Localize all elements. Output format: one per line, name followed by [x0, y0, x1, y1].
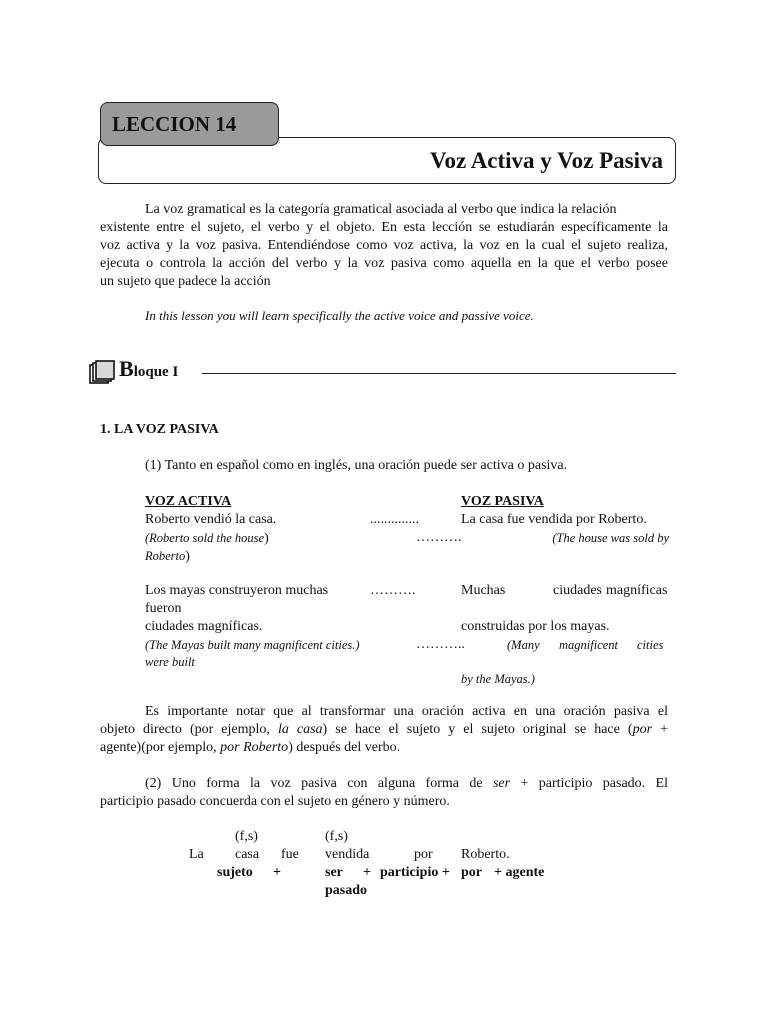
table-label-ser: ser [325, 865, 343, 880]
table-label-sujeto: sujeto [217, 865, 253, 880]
bloque-divider [202, 373, 676, 374]
ex2-passive-en-2: by the Mayas.) [461, 672, 535, 686]
table-label-participio: participio + [380, 865, 450, 880]
intro-english: In this lesson you will learn specifically the active voice and passive voice. [145, 308, 534, 323]
ex2-active-2: fueron [145, 601, 182, 616]
ex2-dots: ………. [370, 583, 416, 598]
ex1-active: Roberto vendió la casa. [145, 512, 277, 527]
table-label-plus-2: + [363, 865, 371, 880]
ex2-passive-1a: Muchas [461, 583, 506, 598]
point-2-line-1: (2) Uno forma la voz pasiva con alguna forma de ser + participio pasado. El [145, 776, 668, 791]
table-word-casa: casa [235, 847, 260, 862]
ex2-active-3: ciudades magníficas. [145, 619, 263, 634]
ex1-passive: La casa fue vendida por Roberto. [461, 512, 647, 527]
ex2-passive-en-1b: magnificent [559, 638, 619, 652]
ex2-passive-en-1a: (Many [507, 638, 540, 652]
point-2-line-2: participio pasado concuerda con el sujeto en género y número. [100, 794, 450, 809]
table-fs-2: (f,s) [325, 829, 348, 844]
lesson-title: Voz Activa y Voz Pasiva [430, 148, 663, 173]
bloque-initial: B [119, 356, 134, 381]
table-word-por: por [414, 847, 433, 862]
col-active-header: VOZ ACTIVA [145, 494, 232, 509]
intro-line-4: ejecuta o controla la acción del verbo y la voz pasiva como aquella en la que el verbo posee [100, 256, 668, 271]
table-word-roberto: Roberto. [461, 847, 510, 862]
ex1-active-en: (Roberto sold the house) [145, 531, 269, 546]
intro-line-1: La voz gramatical es la categoría gramatical asociada al verbo que indica la relación [145, 202, 617, 217]
note-line-2: objeto directo (por ejemplo, la casa) se hace el sujeto y el sujeto original se hace (por + [100, 722, 668, 737]
ex1-dots-en: ………. [416, 530, 462, 545]
ex1-dots: .............. [370, 512, 419, 527]
ex2-dots-en: ……….. [416, 637, 465, 652]
table-label-plus-1: + [273, 865, 281, 880]
table-label-agente: + agente [494, 865, 545, 880]
table-label-por: por [461, 865, 482, 880]
note-line-3: agente)(por ejemplo, por Roberto) después del verbo. [100, 740, 401, 755]
table-fs-1: (f,s) [235, 829, 258, 844]
book-icon [89, 360, 115, 386]
ex1-active-en-cont: Roberto) [145, 549, 190, 564]
col-passive-header: VOZ PASIVA [461, 494, 544, 509]
bloque-rest: loque I [133, 364, 179, 380]
table-label-pasado: pasado [325, 883, 368, 898]
lesson-number: LECCION 14 [112, 112, 237, 136]
ex1-passive-en: (The house was sold by [552, 531, 669, 545]
section-heading: 1. LA VOZ PASIVA [100, 422, 219, 437]
bloque-heading [119, 356, 179, 382]
ex2-active-en-2: were built [145, 655, 195, 669]
point-1: (1) Tanto en español como en inglés, una oración puede ser activa o pasiva. [145, 458, 568, 473]
note-line-1: Es importante notar que al transformar una oración activa en una oración pasiva el [145, 704, 668, 719]
intro-line-3: voz activa y la voz pasiva. Entendiéndose como voz activa, la voz en la cual el sujeto realiza, [100, 238, 668, 253]
intro-line-5: un sujeto que padece la acción [100, 274, 271, 289]
ex2-active-1: Los mayas construyeron muchas [145, 583, 329, 598]
table-word-fue: fue [281, 847, 299, 862]
intro-line-2: existente entre el sujeto, el verbo y el objeto. En esta lección se estudiarán específicamente la [100, 220, 668, 235]
ex2-passive-1c: magníficas [606, 583, 668, 598]
lesson-number-tab [100, 102, 279, 146]
table-word-vendida: vendida [325, 847, 370, 862]
ex2-active-en-1: (The Mayas built many magnificent cities.) [145, 638, 360, 652]
ex2-passive-1b: ciudades [553, 583, 602, 598]
ex2-passive-en-1c: cities [637, 638, 664, 652]
ex2-passive-2: construidas por los mayas. [461, 619, 610, 634]
table-word-la: La [189, 847, 204, 862]
